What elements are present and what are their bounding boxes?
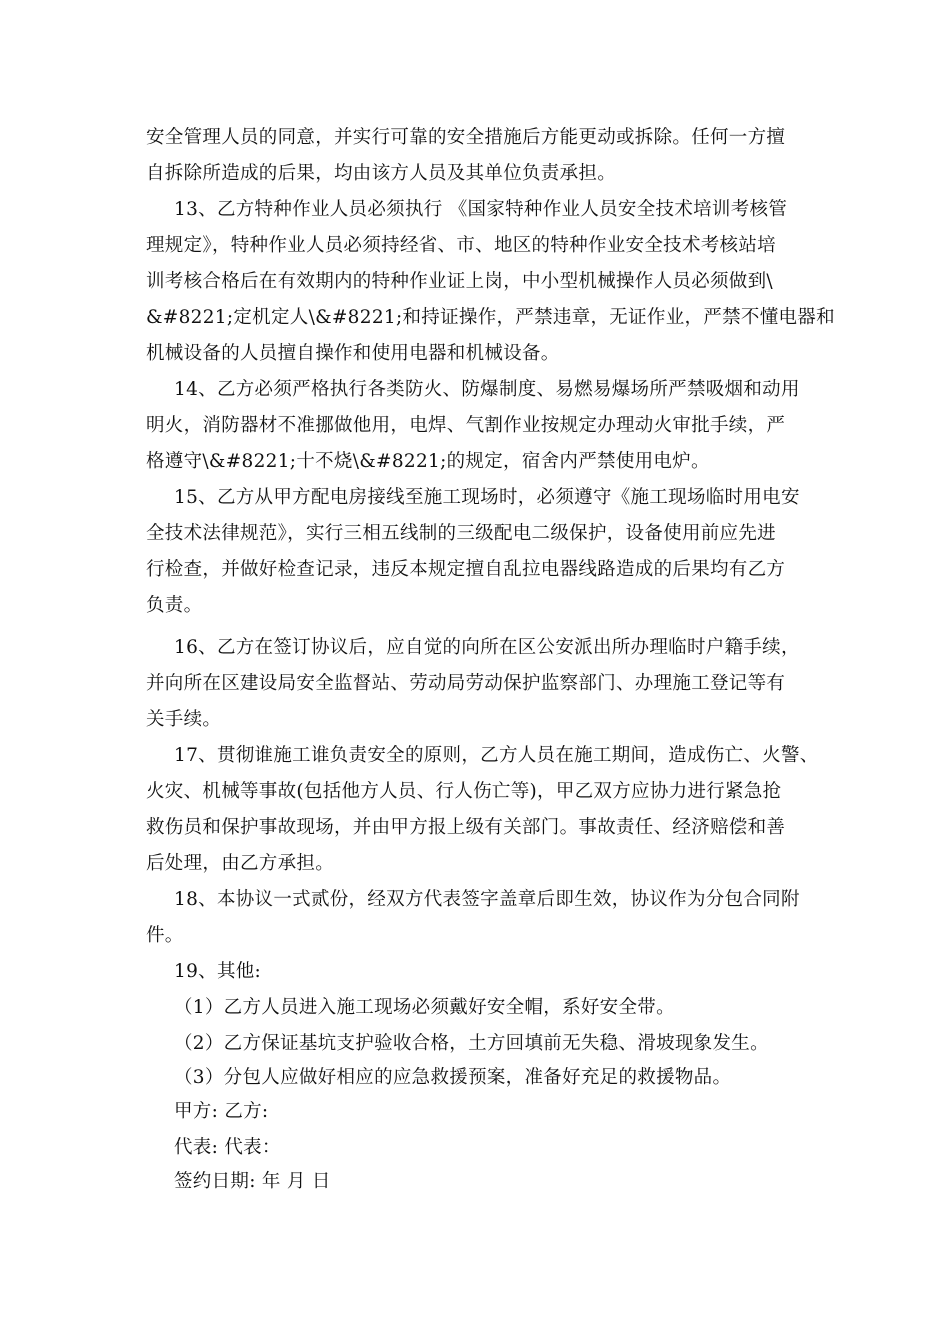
clause-18-start: 18、本协议一式贰份，经双方代表签字盖章后即生效，协议作为分包合同附 (174, 889, 800, 910)
sub-item-2: （2）乙方保证基坑支护验收合格，土方回填前无失稳、滑坡现象发生。 (174, 1033, 769, 1054)
representative-line: 代表: 代表： (174, 1137, 281, 1158)
clause-13-start: 13、乙方特种作业人员必须执行 《国家特种作业人员安全技术培训考核管 (174, 199, 788, 220)
text-line: 件。 (146, 925, 184, 946)
signing-date-line: 签约日期: 年 月 日 (174, 1171, 331, 1192)
text-line: 训考核合格后在有效期内的特种作业证上岗，中小型机械操作人员必须做到\ (146, 271, 773, 292)
text-line: 救伤员和保护事故现场，并由甲方报上级有关部门。事故责任、经济赔偿和善 (146, 817, 786, 838)
text-line: 明火，消防器材不准挪做他用，电焊、气割作业按规定办理动火审批手续，严 (146, 415, 786, 436)
text-line: 理规定》，特种作业人员必须持经省、市、地区的特种作业安全技术考核站培 (146, 235, 776, 256)
clause-15-start: 15、乙方从甲方配电房接线至施工现场时，必须遵守《施工现场临时用电安 (174, 487, 800, 508)
clause-17-start: 17、贯彻谁施工谁负责安全的原则，乙方人员在施工期间，造成伤亡、火警、 (174, 745, 819, 766)
text-line: &#8221;定机定人\&#8221;和持证操作，严禁违章，无证作业，严禁不懂电器和 (146, 307, 835, 328)
clause-19-heading: 19、其他: (174, 961, 262, 982)
text-line: 机械设备的人员擅自操作和使用电器和机械设备。 (146, 343, 560, 364)
party-line: 甲方: 乙方: (174, 1101, 269, 1122)
text-line: 火灾、机械等事故(包括他方人员、行人伤亡等)，甲乙双方应协力进行紧急抢 (146, 781, 782, 802)
text-line: 行检查，并做好检查记录，违反本规定擅自乱拉电器线路造成的后果均有乙方 (146, 559, 786, 580)
text-line: 自拆除所造成的后果，均由该方人员及其单位负责承担。 (146, 163, 617, 184)
text-line: 并向所在区建设局安全监督站、劳动局劳动保护监察部门、办理施工登记等有 (146, 673, 786, 694)
text-line: 格遵守\&#8221;十不烧\&#8221;的规定，宿舍内严禁使用电炉。 (146, 451, 710, 472)
text-line: 关手续。 (146, 709, 222, 730)
text-line: 全技术法律规范》，实行三相五线制的三级配电二级保护，设备使用前应先进 (146, 523, 776, 544)
text-line: 安全管理人员的同意，并实行可靠的安全措施后方能更动或拆除。任何一方擅 (146, 127, 786, 148)
text-line: 后处理，由乙方承担。 (146, 853, 335, 874)
sub-item-3: （3）分包人应做好相应的应急救援预案，准备好充足的救援物品。 (174, 1067, 732, 1088)
clause-14-start: 14、乙方必须严格执行各类防火、防爆制度、易燃易爆场所严禁吸烟和动用 (174, 379, 800, 400)
text-line: 负责。 (146, 595, 203, 616)
sub-item-1: （1）乙方人员进入施工现场必须戴好安全帽，系好安全带。 (174, 997, 675, 1018)
clause-16-start: 16、乙方在签订协议后，应自觉的向所在区公安派出所办理临时户籍手续， (174, 637, 800, 658)
